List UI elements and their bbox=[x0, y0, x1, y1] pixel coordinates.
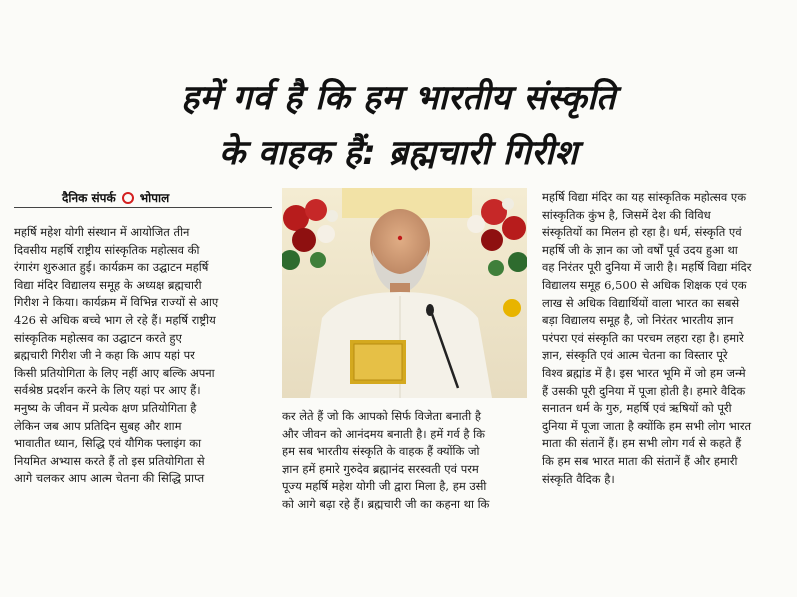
column3-line: लाख से अधिक विद्यार्थियों वाला भारत का सबसे bbox=[542, 295, 740, 310]
column3-line: ज्ञान, संस्कृति एवं आत्म चेतना का विस्तार पूरे bbox=[542, 348, 728, 363]
column3-line: परंपरा एवं संस्कृति का परचम लहरा रहा है। हमारे bbox=[542, 330, 744, 345]
column3-line: हैं उसकी पूरी दुनिया में पूजा होती है। हमारे वैदिक bbox=[542, 383, 746, 398]
column1-line: विद्या मंदिर विद्यालय समूह के अध्यक्ष ब्रह्मचारी bbox=[14, 277, 202, 292]
column3-line: सनातन धर्म के गुरु, महर्षि एवं ऋषियों को पूरी bbox=[542, 401, 732, 416]
column1-line: ब्रह्मचारी गिरीश जी ने कहा कि आप यहां पर bbox=[14, 348, 195, 363]
column2-line: और जीवन को आनंदमय बनाती है। हमें गर्व है कि bbox=[282, 426, 485, 441]
column1-line: लेकिन जब आप प्रतिदिन सुबह और शाम bbox=[14, 418, 182, 433]
column1-line: महर्षि महेश योगी संस्थान में आयोजित तीन bbox=[14, 225, 190, 239]
column3-line: महर्षि विद्या मंदिर का यह सांस्कृतिक महोत्सव एक bbox=[542, 190, 747, 204]
byline-source: दैनिक संपर्क bbox=[62, 191, 116, 205]
column3-line: संस्कृतियों का मिलन हो रहा है। धर्म, संस्कृति एवं bbox=[542, 225, 742, 240]
column2-line: पूज्य महर्षि महेश योगी जी द्वारा मिला है, हम उसी bbox=[282, 479, 487, 494]
ring-icon bbox=[122, 192, 134, 204]
article-column-1 bbox=[14, 224, 272, 488]
byline bbox=[62, 189, 169, 206]
byline-place: भोपाल bbox=[139, 191, 170, 205]
column1-line: आगे चलकर आप आत्म चेतना की सिद्धि प्राप्त bbox=[14, 471, 205, 486]
article-column-3 bbox=[542, 189, 786, 488]
column1-line: मनुष्य के जीवन में प्रत्येक क्षण प्रतियोगिता है bbox=[14, 400, 197, 415]
column1-line: भावातीत ध्यान, सिद्धि एवं यौगिक फ्लाइंग का bbox=[14, 436, 202, 451]
article-photo bbox=[282, 188, 527, 398]
byline-divider bbox=[14, 207, 272, 208]
column3-line: बड़ा विद्यालय समूह है, जो निरंतर भारतीय ज्ञान bbox=[542, 313, 734, 328]
column1-line: किसी प्रतियोगिता के लिए नहीं आए बल्कि अपना bbox=[14, 365, 215, 380]
column3-line: माता की संतानें हैं। हम सभी लोग गर्व से कहते हैं bbox=[542, 436, 742, 451]
column3-line: विश्व ब्रह्मांड में है। इस भारत भूमि में जो हम जन्मे bbox=[542, 365, 746, 380]
column3-line: दुनिया में पूजा जाता है क्योंकि हम सभी लोग भारत bbox=[542, 418, 752, 433]
column1-line: नियमित अभ्यास करते हैं तो इस प्रतियोगिता से bbox=[14, 453, 205, 468]
headline-line-1: हमें गर्व है कि हम भारतीय संस्कृति bbox=[181, 78, 616, 118]
column3-line: विद्यालय समूह 6,500 से अधिक शिक्षक एवं एक bbox=[542, 277, 747, 292]
column1-line: सर्वश्रेष्ठ प्रदर्शन करने के लिए यहां पर आए हैं। bbox=[14, 383, 201, 398]
article-column-2 bbox=[282, 408, 532, 514]
headline-line-2: के वाहक हैं: ब्रह्मचारी गिरीश bbox=[218, 133, 579, 173]
column1-line: रंगारंग शुरुआत हुई। कार्यक्रम का उद्घाटन महर्षि bbox=[14, 260, 209, 275]
column2-line: कर लेते हैं जो कि आपको सिर्फ विजेता बनाती है bbox=[282, 409, 481, 423]
column2-line: को आगे बढ़ा रहे हैं। ब्रह्मचारी जी का कहना था कि bbox=[282, 496, 490, 511]
photo-illustration bbox=[282, 188, 527, 398]
column2-line: ज्ञान हमें हमारे गुरुदेव ब्रह्मानंद सरस्वती एवं परम bbox=[282, 461, 479, 476]
column3-line: संस्कृति वैदिक है। bbox=[542, 471, 615, 486]
column3-line: वह निरंतर पूरी दुनिया में जारी है। महर्षि विद्या मंदिर bbox=[542, 260, 752, 275]
column3-line: कि हम सब भारत माता की संतानें हैं और हमारी bbox=[542, 453, 738, 468]
column1-line: सांस्कृतिक महोत्सव का उद्घाटन करते हुए bbox=[14, 330, 182, 345]
column2-line: हम सब भारतीय संस्कृति के वाहक हैं क्योंकि जो bbox=[282, 444, 480, 459]
column3-line: सांस्कृतिक कुंभ है, जिसमें देश की विविध bbox=[542, 207, 711, 222]
column1-line: 426 से अधिक बच्चे भाग ले रहे हैं। महर्षि राष्ट्रीय bbox=[14, 312, 216, 327]
column3-line: महर्षि जी के ज्ञान का जो वर्षों पूर्व उदय हुआ था bbox=[542, 242, 738, 257]
column1-line: दिवसीय महर्षि राष्ट्रीय सांस्कृतिक महोत्सव की bbox=[14, 242, 200, 257]
column1-line: गिरीश ने किया। कार्यक्रम में विभिन्न राज्यों से आए bbox=[14, 295, 219, 310]
